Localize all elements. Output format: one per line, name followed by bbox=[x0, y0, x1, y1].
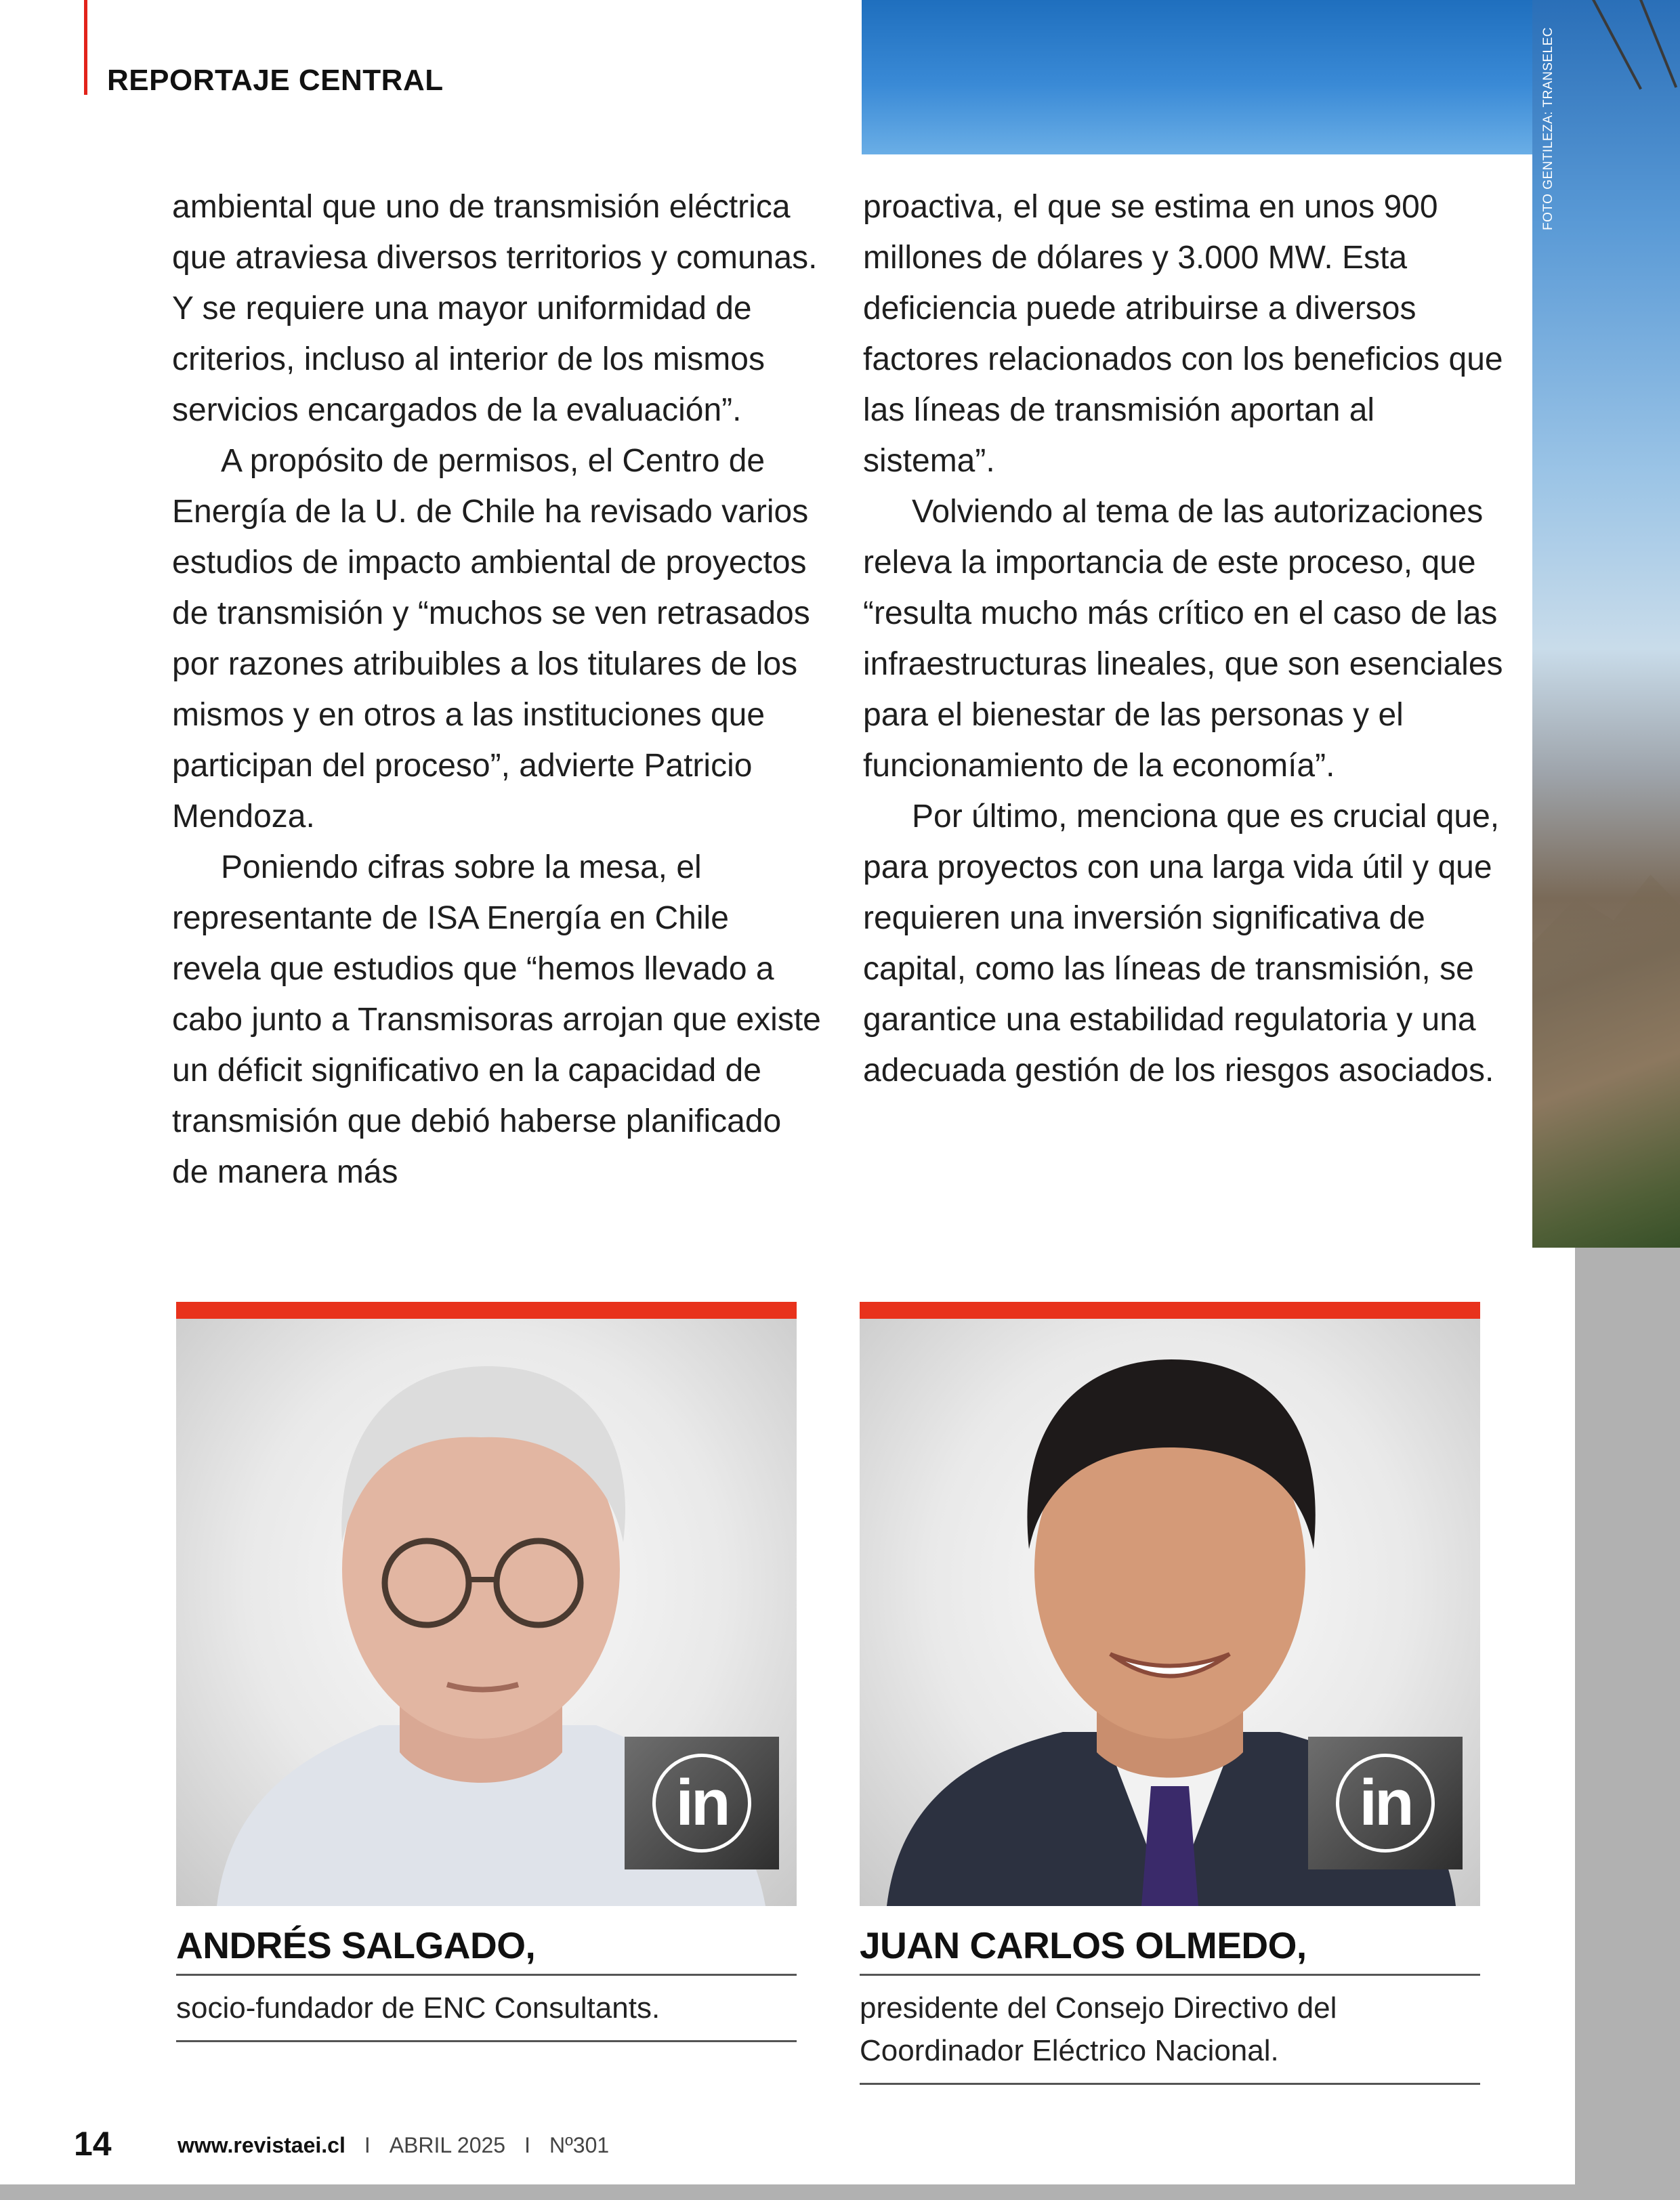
paragraph: Volviendo al tema de las autorizaciones releva la importancia de este proceso, que “resulta mucho más crítico en el caso de las infraestructuras lineales, que son esenciales para el bienestar de las personas y el funcionamiento de la economía”. bbox=[863, 494, 1503, 784]
article-column-right bbox=[863, 182, 1513, 1096]
profile-accent-bar bbox=[860, 1302, 1480, 1319]
website-link[interactable]: www.revistaei.cl bbox=[177, 2133, 345, 2157]
linkedin-icon: in bbox=[1336, 1754, 1435, 1853]
profile-card-salgado bbox=[176, 1302, 797, 2042]
section-accent-line bbox=[84, 0, 87, 95]
paragraph: A propósito de permisos, el Centro de Energía de la U. de Chile ha revisado varios estudios de impacto ambiental de proyectos de transmisión y “muchos se ven retrasados por razones atribuibles a los titulares de los mismos y en otros a las instituciones que participan del proceso”, advierte Patricio Mendoza. bbox=[172, 443, 810, 834]
page-footer bbox=[177, 2133, 609, 2158]
profile-accent-bar bbox=[176, 1302, 797, 1319]
issue-number: Nº301 bbox=[549, 2133, 610, 2157]
paragraph: Por último, menciona que es crucial que, para proyectos con una larga vida útil y que requieren una inversión significativa de capital, como las líneas de transmisión, se garantice una estabilidad regulatoria y una adecuada gestión de los riesgos asociados. bbox=[863, 799, 1500, 1088]
profile-name: JUAN CARLOS OLMEDO, bbox=[860, 1906, 1480, 1976]
profile-name: ANDRÉS SALGADO, bbox=[176, 1906, 797, 1976]
footer-separator: I bbox=[364, 2133, 371, 2157]
footer-separator: I bbox=[524, 2133, 530, 2157]
mountain-ridge bbox=[1532, 867, 1680, 1248]
linkedin-button[interactable] bbox=[625, 1737, 779, 1869]
portrait-photo bbox=[176, 1319, 797, 1906]
profile-card-olmedo bbox=[860, 1302, 1480, 2085]
portrait-photo bbox=[860, 1319, 1480, 1906]
linkedin-icon: in bbox=[652, 1754, 751, 1853]
linkedin-button[interactable] bbox=[1308, 1737, 1463, 1869]
issue-date: ABRIL 2025 bbox=[389, 2133, 506, 2157]
section-title: REPORTAJE CENTRAL bbox=[107, 64, 444, 97]
paragraph: proactiva, el que se estima en unos 900 millones de dólares y 3.000 MW. Esta deficiencia puede atribuirse a diversos factores relacionados con los beneficios que las líneas de transmisión aportan al sistema”. bbox=[863, 189, 1503, 479]
profile-role: socio-fundador de ENC Consultants. bbox=[176, 1976, 797, 2042]
article-column-left bbox=[172, 182, 822, 1198]
page-number: 14 bbox=[74, 2125, 112, 2163]
photo-credit: FOTO GENTILEZA: TRANSELEC bbox=[1541, 26, 1555, 230]
profile-role: presidente del Consejo Directivo del Coordinador Eléctrico Nacional. bbox=[860, 1976, 1480, 2085]
paragraph: ambiental que uno de transmisión eléctrica que atraviesa diversos territorios y comunas. Y se requiere una mayor uniformidad de criterios, incluso al interior de los mismos servicios encargados de la evaluación”. bbox=[172, 189, 818, 428]
header-photo bbox=[862, 0, 1575, 154]
paragraph: Poniendo cifras sobre la mesa, el representante de ISA Energía en Chile revela que estudios que “hemos llevado a cabo junto a Transmisoras arrojan que existe un déficit significativo en la capacidad de transmisión que debió haberse planificado de manera más bbox=[172, 849, 821, 1190]
